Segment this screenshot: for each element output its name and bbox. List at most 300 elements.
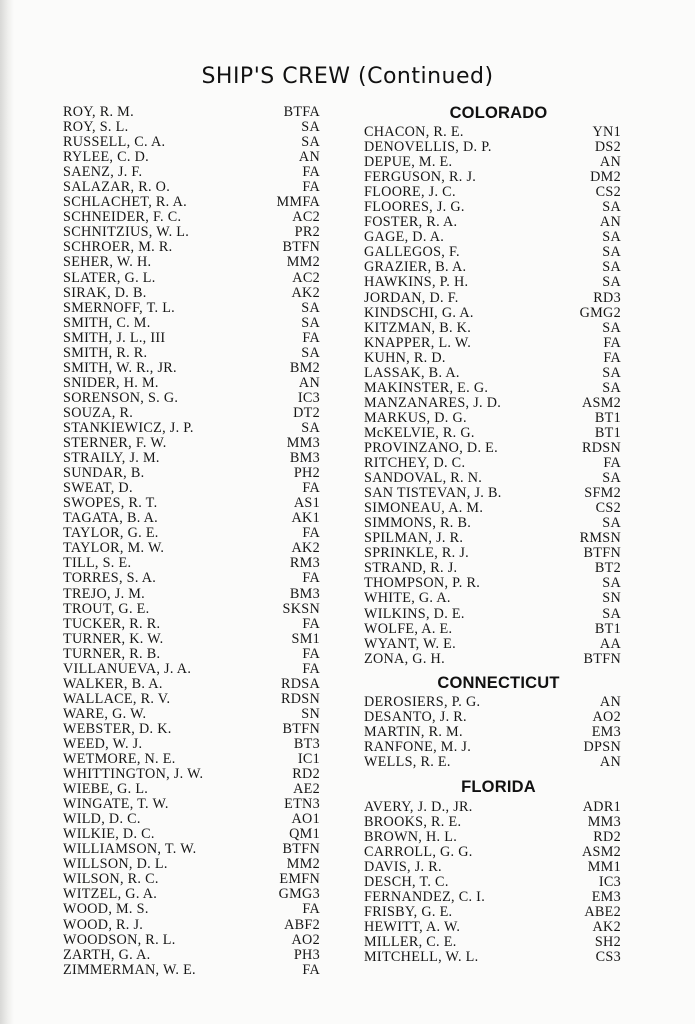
crew-name: WILLIAMSON, T. W. (63, 841, 197, 858)
crew-row (364, 291, 621, 306)
crew-rating: EM3 (591, 889, 621, 906)
crew-name: FLOORES, J. G. (364, 199, 465, 216)
crew-row (63, 752, 320, 767)
crew-rating: AO2 (291, 931, 320, 948)
crew-rating: DS2 (594, 139, 621, 156)
crew-rating: AN (599, 214, 621, 231)
crew-row (364, 740, 621, 755)
crew-rating: SH2 (594, 934, 621, 951)
crew-rating: BM2 (289, 359, 320, 376)
crew-name: STRAND, R. J. (364, 560, 458, 577)
crew-row (63, 571, 320, 586)
crew-name: SIMMONS, R. B. (364, 515, 472, 532)
crew-rating: SA (602, 319, 621, 336)
crew-rating: GMG2 (579, 304, 621, 321)
crew-name: TROUT, G. E. (63, 600, 150, 617)
state-heading: CONNECTICUT (437, 673, 560, 692)
crew-row (63, 271, 320, 286)
crew-name: WINGATE, T. W. (63, 796, 169, 813)
crew-row (63, 617, 320, 632)
crew-rating: FA (302, 901, 320, 918)
crew-row (364, 336, 621, 351)
crew-row (364, 531, 621, 546)
crew-row (63, 662, 320, 677)
crew-row (63, 797, 320, 812)
crew-row (63, 466, 320, 481)
crew-row (364, 815, 621, 830)
crew-rating: CS3 (595, 949, 621, 966)
crew-row (63, 782, 320, 797)
crew-name: JORDAN, D. F. (364, 289, 459, 306)
crew-name: SCHNEIDER, F. C. (63, 209, 182, 226)
crew-rating: SA (602, 259, 621, 276)
crew-name: SWEAT, D. (63, 480, 133, 497)
crew-row (63, 677, 320, 692)
crew-row (63, 707, 320, 722)
crew-name: FLOORE, J. C. (364, 184, 456, 201)
crew-name: KINDSCHI, G. A. (364, 304, 474, 321)
crew-name: DENOVELLIS, D. P. (364, 139, 492, 156)
crew-row (364, 456, 621, 471)
crew-name: WEBSTER, D. K. (63, 720, 172, 737)
crew-rating: SA (602, 575, 621, 592)
crew-name: SANDOVAL, R. N. (364, 470, 483, 487)
crew-row (364, 366, 621, 381)
crew-rating: DT2 (293, 404, 320, 421)
crew-row (63, 526, 320, 541)
crew-rating: AN (599, 753, 621, 770)
crew-rating: RD2 (593, 829, 621, 846)
crew-row (63, 346, 320, 361)
crew-rating: SA (602, 229, 621, 246)
crew-name: VILLANUEVA, J. A. (63, 660, 192, 677)
crew-name: WALKER, B. A. (63, 675, 163, 692)
crew-name: THOMPSON, P. R. (364, 575, 481, 592)
crew-row (364, 215, 621, 230)
crew-row (364, 920, 621, 935)
crew-name: TILL, S. E. (63, 555, 132, 572)
state-heading: COLORADO (449, 104, 548, 122)
crew-row (364, 890, 621, 905)
crew-row (63, 301, 320, 316)
crew-name: WALLACE, R. V. (63, 690, 171, 707)
crew-rating: BTFN (282, 841, 320, 858)
crew-rating: AN (298, 149, 320, 166)
crew-name: SIMONEAU, A. M. (364, 500, 484, 517)
crew-row (364, 652, 621, 667)
crew-rating: RDSN (581, 439, 621, 456)
crew-row (63, 556, 320, 571)
crew-rating: CS2 (595, 184, 621, 201)
crew-row (364, 845, 621, 860)
crew-name: MANZANARES, J. D. (364, 394, 502, 411)
crew-rating: RM3 (289, 555, 320, 572)
crew-name: WEED, W. J. (63, 735, 143, 752)
crew-rating: AK1 (291, 510, 320, 527)
crew-name: STRAILY, J. M. (63, 450, 160, 467)
crew-name: FERNANDEZ, C. I. (364, 889, 486, 906)
crew-rating: AN (298, 374, 320, 391)
crew-rating: PR2 (294, 224, 320, 241)
crew-row (63, 286, 320, 301)
crew-name: WOODSON, R. L. (63, 931, 176, 948)
crew-rating: MM3 (286, 435, 320, 452)
crew-rating: SA (602, 244, 621, 261)
crew-row (364, 426, 621, 441)
crew-name: RANFONE, M. J. (364, 738, 472, 755)
crew-rating: FA (302, 329, 320, 346)
crew-row (63, 496, 320, 511)
crew-name: STANKIEWICZ, J. P. (63, 419, 194, 436)
crew-rating: EMFN (279, 871, 320, 888)
crew-rating: ETN3 (284, 796, 320, 813)
crew-rating: SFM2 (584, 485, 621, 502)
crew-name: DAVIS, J. R. (364, 859, 442, 876)
crew-rating: IC3 (598, 874, 621, 891)
crew-rating: SM1 (291, 630, 320, 647)
crew-rating: FA (302, 615, 320, 632)
crew-row (364, 306, 621, 321)
crew-rating: AA (599, 635, 621, 652)
crew-name: WILLSON, D. L. (63, 856, 168, 873)
crew-name: FRISBY, G. E. (364, 904, 453, 921)
crew-rating: SKSN (282, 600, 320, 617)
crew-list-right (364, 103, 621, 965)
crew-row (63, 948, 320, 963)
crew-row (364, 637, 621, 652)
crew-row (63, 255, 320, 270)
crew-rating: DPSN (583, 738, 621, 755)
crew-rating: FA (302, 480, 320, 497)
crew-rating: SA (301, 314, 320, 331)
crew-rating: FA (302, 179, 320, 196)
crew-row (364, 396, 621, 411)
crew-row (63, 918, 320, 933)
crew-row (364, 561, 621, 576)
crew-rating: SA (602, 274, 621, 291)
crew-name: SIRAK, D. B. (63, 284, 147, 301)
crew-name: DESCH, T. C. (364, 874, 449, 891)
crew-rating: BM3 (289, 450, 320, 467)
crew-row (364, 185, 621, 200)
crew-row (63, 812, 320, 827)
crew-row (63, 451, 320, 466)
crew-rating: BTFN (583, 650, 621, 667)
crew-name: SAN TISTEVAN, J. B. (364, 485, 502, 502)
crew-name: TAGATA, B. A. (63, 510, 159, 527)
crew-row (364, 950, 621, 965)
crew-rating: YN1 (592, 124, 621, 140)
crew-name: MARTIN, R. M. (364, 723, 463, 740)
crew-name: RITCHEY, D. C. (364, 455, 466, 472)
crew-row (364, 622, 621, 637)
crew-rating: BTFN (282, 720, 320, 737)
crew-row (63, 436, 320, 451)
crew-rating: RDSA (280, 675, 320, 692)
crew-row (364, 411, 621, 426)
crew-rating: FA (603, 455, 621, 472)
crew-name: CARROLL, G. G. (364, 844, 473, 861)
crew-row (364, 441, 621, 456)
crew-row (63, 165, 320, 180)
crew-rating: FA (603, 334, 621, 351)
crew-rating: AK2 (291, 284, 320, 301)
crew-rating: MMFA (276, 194, 320, 211)
crew-rating: FA (302, 961, 320, 978)
crew-rating: BT1 (594, 424, 621, 441)
crew-rating: AC2 (292, 269, 320, 286)
crew-row (364, 381, 621, 396)
crew-row (63, 210, 320, 225)
crew-row (364, 200, 621, 215)
crew-name: WELLS, R. E. (364, 753, 451, 770)
crew-rating: SA (301, 419, 320, 436)
crew-rating: BT1 (594, 409, 621, 426)
crew-row (63, 150, 320, 165)
crew-name: SUNDAR, B. (63, 465, 145, 482)
crew-name: SALAZAR, R. O. (63, 179, 171, 196)
crew-name: WIEBE, G. L. (63, 781, 149, 798)
crew-row (63, 105, 320, 120)
crew-name: McKELVIE, R. G. (364, 424, 475, 441)
crew-row (364, 471, 621, 486)
crew-rating: SA (602, 605, 621, 622)
crew-row (63, 541, 320, 556)
crew-rating: IC3 (297, 389, 320, 406)
crew-row (364, 905, 621, 920)
crew-name: SMITH, C. M. (63, 314, 151, 331)
crew-rating: FA (603, 349, 621, 366)
crew-row (63, 737, 320, 752)
crew-name: DEPUE, M. E. (364, 154, 453, 171)
crew-row (63, 331, 320, 346)
crew-row (364, 321, 621, 336)
crew-name: WILD, D. C. (63, 811, 141, 828)
crew-name: LASSAK, B. A. (364, 364, 460, 381)
crew-name: MITCHELL, W. L. (364, 949, 479, 966)
crew-row (63, 135, 320, 150)
crew-rating: AK2 (291, 540, 320, 557)
crew-row (364, 230, 621, 245)
crew-row (364, 607, 621, 622)
crew-name: SCHLACHET, R. A. (63, 194, 187, 211)
crew-rating: CS2 (595, 500, 621, 517)
crew-rating: FA (302, 570, 320, 587)
crew-name: AVERY, J. D., JR. (364, 798, 473, 815)
crew-rating: BM3 (289, 585, 320, 602)
crew-name: SPRINKLE, R. J. (364, 545, 470, 562)
page-title: SHIP'S CREW (Continued) (201, 64, 494, 89)
crew-rating: ABE2 (584, 904, 621, 921)
crew-rating: SA (301, 119, 320, 136)
crew-name: KNAPPER, L. W. (364, 334, 472, 351)
crew-row (63, 587, 320, 602)
crew-rating: SN (602, 590, 621, 607)
crew-rating: RD2 (292, 766, 320, 783)
crew-name: WETMORE, N. E. (63, 751, 176, 768)
crew-name: DESANTO, J. R. (364, 708, 467, 725)
crew-name: ZARTH, G. A. (63, 946, 151, 963)
crew-rating: AN (599, 693, 621, 710)
crew-row (364, 576, 621, 591)
crew-row (63, 857, 320, 872)
crew-row (63, 421, 320, 436)
crew-rating: BT2 (594, 560, 621, 577)
crew-rating: SA (602, 515, 621, 532)
crew-row (364, 695, 621, 710)
crew-row (364, 516, 621, 531)
crew-row (63, 195, 320, 210)
crew-rating: AS1 (293, 495, 320, 512)
crew-rating: AO1 (291, 811, 320, 828)
crew-name: TAYLOR, M. W. (63, 540, 165, 557)
crew-rating: AE2 (293, 781, 320, 798)
crew-name: WARE, G. W. (63, 705, 147, 722)
crew-name: SMITH, J. L., III (63, 329, 166, 346)
crew-row (63, 391, 320, 406)
crew-name: RUSSELL, C. A. (63, 134, 166, 151)
crew-list-left (63, 105, 320, 978)
crew-rating: AK2 (592, 919, 621, 936)
crew-row (364, 260, 621, 275)
crew-row (63, 632, 320, 647)
crew-row (63, 872, 320, 887)
crew-row (364, 501, 621, 516)
crew-name: HAWKINS, P. H. (364, 274, 469, 291)
crew-rating: EM3 (591, 723, 621, 740)
crew-name: WITZEL, G. A. (63, 886, 158, 903)
crew-row (63, 120, 320, 135)
crew-name: KUHN, R. D. (364, 349, 446, 366)
crew-rating: RDSN (280, 690, 320, 707)
crew-row (63, 316, 320, 331)
crew-rating: FA (302, 525, 320, 542)
crew-name: SCHNITZIUS, W. L. (63, 224, 190, 241)
crew-name: SORENSON, S. G. (63, 389, 179, 406)
crew-row (364, 591, 621, 606)
crew-rating: RMSN (579, 530, 621, 547)
crew-row (364, 486, 621, 501)
crew-row (63, 647, 320, 662)
crew-row (63, 602, 320, 617)
crew-name: SLATER, G. L. (63, 269, 156, 286)
crew-row (364, 275, 621, 290)
crew-rating: MM1 (587, 859, 621, 876)
crew-name: WOOD, R. J. (63, 916, 144, 933)
crew-name: MARKUS, D. G. (364, 409, 467, 426)
crew-name: SNIDER, H. M. (63, 374, 159, 391)
crew-rating: SA (301, 134, 320, 151)
crew-row (63, 481, 320, 496)
crew-name: WHITE, G. A. (364, 590, 451, 607)
crew-name: ZONA, G. H. (364, 650, 445, 667)
crew-name: SEHER, W. H. (63, 254, 152, 271)
crew-name: TUCKER, R. R. (63, 615, 161, 632)
crew-row (63, 406, 320, 421)
crew-rating: DM2 (590, 169, 621, 186)
crew-rating: BTFA (283, 104, 320, 120)
crew-row (364, 351, 621, 366)
crew-row (63, 902, 320, 917)
crew-rating: MM3 (587, 813, 621, 830)
crew-row (364, 245, 621, 260)
crew-row (63, 511, 320, 526)
crew-row (63, 963, 320, 978)
crew-name: BROOKS, R. E. (364, 813, 462, 830)
crew-row (364, 755, 621, 770)
crew-rating: BTFN (282, 239, 320, 256)
crew-rating: SA (602, 364, 621, 381)
crew-rating: FA (302, 164, 320, 181)
crew-name: SMITH, W. R., JR. (63, 359, 177, 376)
crew-name: DEROSIERS, P. G. (364, 693, 481, 710)
crew-rating: ASM2 (581, 394, 621, 411)
crew-name: SAENZ, J. F. (63, 164, 143, 181)
crew-rating: AO2 (592, 708, 621, 725)
crew-row (63, 827, 320, 842)
crew-name: WOLFE, A. E. (364, 620, 453, 637)
crew-row (63, 842, 320, 857)
page-binding-shadow (0, 0, 14, 1024)
crew-rating: SA (301, 299, 320, 316)
crew-name: WYANT, W. E. (364, 635, 456, 652)
crew-row (364, 546, 621, 561)
crew-rating: ASM2 (581, 844, 621, 861)
crew-row (364, 155, 621, 170)
crew-rating: BTFN (583, 545, 621, 562)
crew-rating: SA (301, 344, 320, 361)
crew-row (63, 225, 320, 240)
crew-name: ROY, R. M. (63, 104, 134, 120)
crew-row (63, 692, 320, 707)
crew-rating: GMG3 (278, 886, 320, 903)
crew-rating: BT3 (293, 735, 320, 752)
crew-row (364, 875, 621, 890)
crew-name: ZIMMERMAN, W. E. (63, 961, 196, 978)
crew-rating: SA (602, 379, 621, 396)
crew-rating: MM2 (286, 856, 320, 873)
crew-name: SPILMAN, J. R. (364, 530, 464, 547)
crew-rating: FA (302, 645, 320, 662)
crew-rating: PH3 (293, 946, 320, 963)
crew-rating: SN (301, 705, 320, 722)
crew-name: WILKIE, D. C. (63, 826, 155, 843)
crew-rating: ADR1 (582, 798, 621, 815)
crew-row (364, 800, 621, 815)
crew-name: GRAZIER, B. A. (364, 259, 467, 276)
crew-name: KITZMAN, B. K. (364, 319, 472, 336)
crew-row (63, 887, 320, 902)
crew-rating: PH2 (293, 465, 320, 482)
crew-row (364, 935, 621, 950)
crew-name: MILLER, C. E. (364, 934, 457, 951)
crew-name: SMITH, R. R. (63, 344, 148, 361)
crew-name: SOUZA, R. (63, 404, 134, 421)
crew-row (63, 240, 320, 255)
crew-rating: ABF2 (284, 916, 320, 933)
crew-row (364, 830, 621, 845)
crew-rating: AN (599, 154, 621, 171)
crew-name: MAKINSTER, E. G. (364, 379, 489, 396)
crew-name: WOOD, M. S. (63, 901, 149, 918)
crew-name: WILSON, R. C. (63, 871, 159, 888)
crew-name: SMERNOFF, T. L. (63, 299, 176, 316)
crew-row (63, 933, 320, 948)
crew-rating: MM2 (286, 254, 320, 271)
crew-name: TURNER, R. B. (63, 645, 161, 662)
crew-rating: IC1 (297, 751, 320, 768)
crew-rating: QM1 (289, 826, 320, 843)
